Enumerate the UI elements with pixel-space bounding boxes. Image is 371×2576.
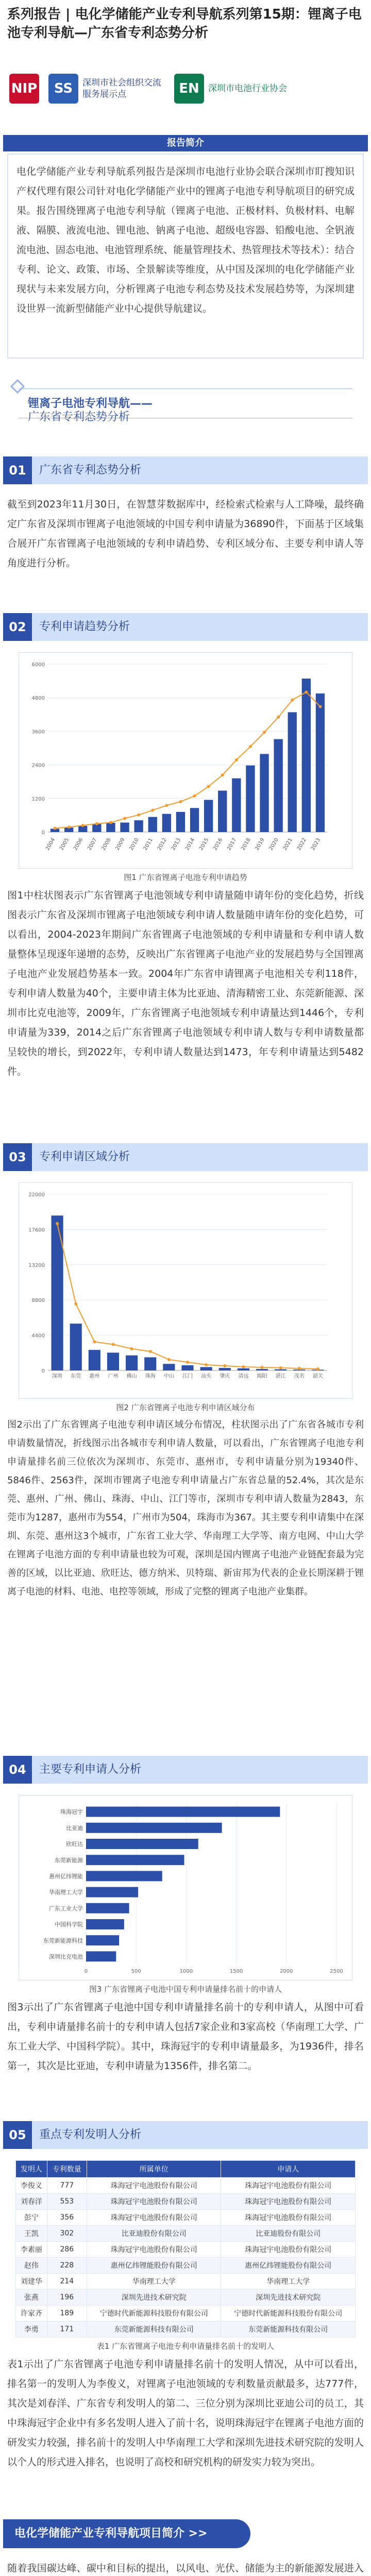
- x-tick-label: 2017: [226, 837, 238, 852]
- x-tick-label: 2021: [282, 837, 294, 852]
- table-row: [16, 2194, 356, 2210]
- x-tick-label: 2009: [114, 837, 126, 852]
- bar: [256, 1369, 268, 1370]
- bar: [86, 1855, 184, 1865]
- bar: [274, 739, 282, 832]
- section-title: 专利申请趋势分析: [39, 620, 130, 633]
- x-tick-label: 汕头: [201, 1374, 212, 1379]
- table-cell: 356: [47, 2210, 87, 2226]
- section-01-header: [3, 456, 368, 484]
- bar: [120, 823, 129, 832]
- y-tick-label: 2400: [31, 762, 45, 769]
- line-point: [151, 809, 154, 812]
- line-point: [207, 785, 210, 788]
- intro-band: 报告简介: [3, 135, 368, 151]
- section-title: 重点专利发明人分析: [39, 2128, 142, 2141]
- applicant-chart-svg: [19, 1795, 352, 1980]
- x-tick-label: 揭阳: [257, 1374, 267, 1379]
- line-point: [223, 1364, 226, 1367]
- line-point: [261, 1366, 264, 1369]
- y-tick-label: 珠海冠宇: [60, 1808, 83, 1816]
- line-point: [165, 804, 168, 807]
- x-tick-label: 2013: [170, 837, 182, 852]
- y-tick-label: 13200: [28, 1262, 45, 1268]
- article-title: 系列报告 | 电化学储能产业专利导航系列第15期：锂离子电池专利导航—广东省专利态势分析: [7, 7, 362, 41]
- section-title: 广东省专利态势分析: [39, 464, 142, 477]
- table-cell: 珠海冠宇电池股份有限公司: [221, 2178, 356, 2194]
- nip-logo-icon: NIP: [9, 74, 39, 104]
- x-tick-label: 2019: [254, 837, 266, 852]
- x-tick-label: 中山: [163, 1374, 174, 1379]
- bar: [302, 679, 311, 832]
- table-cell: 赵伟: [16, 2258, 47, 2274]
- table-cell: 东莞新能源科技有限公司: [87, 2321, 221, 2337]
- section-04-text: 图3示出了广东省锂离子电池中国专利申请量排名前十的专利申请人，从图中可看出，专利申请量排名前十的专利申请人包括7家企业和3家高校（华南理工大学、广东工业大学、中国科学院）。其中，珠海冠宇的专利申请量最多，为1936件，排名第一，其次是比亚迪，专利申请量为1356件，排名第二。: [7, 2002, 364, 2072]
- line-point: [235, 758, 238, 761]
- intro-text: 电化学储能产业专利导航系列报告是深圳市电池行业协会联合深圳市盯搜知识产权代理有限公司针对电化学储能产业中的锂离子电池专利导航项目的研究成果。报告围绕锂离子电池专利导航（锂离子电池、正极材料、负极材料、电解液、隔膜、液流电池、锂电池、钠离子电池、超级电容器、铅酸电池、全钒液流电池、固态电池、电池管理系统、能量管理技术、热管理技术等技术）：结合专利、论文、政策、市场、全景解读等维度，从中国及深圳的电化学储能产业现状与未来发展方向，分析锂离子电池专利态势及技术发展趋势等，为深圳建设世界一流新型储能产业中心提供导航建议。: [7, 154, 364, 359]
- trend-chart-caption: 图1 广东省锂离子电池专利申请趋势: [124, 873, 247, 882]
- section-number: 03: [3, 1143, 32, 1171]
- project-intro-chip: 电化学储能产业专利导航项目简介 >>: [3, 2519, 250, 2548]
- x-tick-label: 湛江: [275, 1374, 286, 1379]
- table-cell: 553: [47, 2194, 87, 2210]
- y-tick-label: 8800: [31, 1298, 45, 1304]
- y-tick-label: 深圳比克电池: [49, 1953, 83, 1960]
- bar: [162, 814, 171, 832]
- y-tick-label: 东莞新能源科技: [43, 1937, 83, 1944]
- table-cell: 214: [47, 2274, 87, 2290]
- line-point: [130, 1347, 133, 1350]
- hero-line1: 锂离子电池专利导航——: [28, 397, 153, 410]
- table-cell: 珠海冠宇电池股份有限公司: [221, 2210, 356, 2226]
- x-tick-label: 2000: [280, 1969, 293, 1974]
- table-cell: 刘建华: [16, 2274, 47, 2290]
- table-row: [16, 2290, 356, 2306]
- y-tick-label: 中国科学院: [55, 1921, 83, 1928]
- association-logo-icon: EN: [174, 74, 204, 104]
- x-tick-label: 500: [131, 1969, 141, 1974]
- x-tick-label: 2022: [296, 837, 308, 852]
- table-cell: 华南理工大学: [87, 2274, 221, 2290]
- table-cell: 王凯: [16, 2226, 47, 2242]
- section-number: 05: [3, 2121, 32, 2149]
- section-number: 01: [3, 456, 32, 484]
- bar: [86, 1807, 280, 1817]
- region-chart: [19, 1182, 352, 1399]
- table-row: [16, 2242, 356, 2258]
- logo-row: [0, 42, 371, 135]
- bar: [219, 1368, 231, 1370]
- table-cell: 张燕: [16, 2290, 47, 2306]
- y-tick-label: 22000: [28, 1192, 45, 1198]
- bar: [134, 820, 143, 832]
- line-point: [316, 1367, 319, 1370]
- x-tick-label: 2018: [240, 837, 252, 852]
- section-03-text: 图2示出了广东省锂离子电池专利申请区域分布情况，柱状图示出了广东省各城市专利申请数量情况，折线图示出各城市专利申请人数量，可以看出，广东省锂离子电池专利申请量排名前三位依次为深圳市、东莞市、惠州市，专利申请量分别为19340件、5846件、2563件，深圳市锂离子电池专利申请量占广东省总量的52.4%，其次是东莞、惠州、广州、佛山、珠海、中山、江门等市，深圳市专利申请人数量为2843，东莞市为1287，惠州市为554，广州市为504，珠海市为367。其主要专利申请集中在深圳、东莞、惠州这3个城市，广东省工业大学、华南理工大学等、南方电网、中山大学在锂离子电池方面的专利申请量也较为可观，深圳是国内锂离子电池产业链配套最为完善的区域，以比亚迪、欣旺达、德方纳米、贝特瑞、新宙邦为代表的企业长期深耕于锂离子电池的材料、电池、电控等领域，形成了完整的锂离子电池产业集群。: [7, 1419, 364, 1597]
- section-02-header: [3, 613, 368, 641]
- table-cell: 宁德时代新能源科技股份有限公司: [87, 2306, 221, 2321]
- line-point: [263, 731, 266, 734]
- table-cell: 777: [47, 2178, 87, 2194]
- bar: [246, 766, 255, 832]
- logo-exchange: [48, 74, 165, 104]
- bar: [86, 1871, 162, 1881]
- x-tick-label: 2004: [44, 837, 57, 852]
- bar: [176, 812, 185, 832]
- table-cell: 深圳先进技术研究院: [221, 2290, 356, 2306]
- x-tick-label: 2005: [58, 837, 71, 852]
- line-point: [186, 1361, 189, 1364]
- x-tick-label: 2023: [310, 837, 322, 852]
- table-cell: 196: [47, 2290, 87, 2306]
- bar: [86, 1919, 124, 1929]
- table-cell: 惠州亿纬锂能股份有限公司: [87, 2258, 221, 2274]
- trend-chart: [19, 652, 352, 869]
- table-row: [16, 2258, 356, 2274]
- line-point: [305, 690, 308, 693]
- table-row: [16, 2210, 356, 2226]
- x-tick-label: 2500: [330, 1969, 343, 1974]
- y-tick-label: 3600: [31, 729, 45, 735]
- hero-line2: 广东省专利态势分析: [28, 411, 130, 423]
- line-point: [74, 1302, 77, 1306]
- x-tick-label: 2014: [184, 837, 196, 852]
- bar: [316, 693, 325, 832]
- section-01-text: 截至到2023年11月30日，在智慧芽数据库中，经检索式检索与人工降噪，最终确定广东省及深圳市锂离子电池领域的中国专利申请量为36890件，下面基于区域集合展开广东省锂离子电池领域的专利申请趋势、专利区域分布、主要专利申请人等角度进行分析。: [7, 499, 364, 569]
- x-tick-label: 2006: [73, 837, 85, 852]
- line-point: [95, 822, 98, 825]
- y-tick-label: 0: [41, 830, 45, 836]
- line-point: [193, 794, 196, 798]
- logo-nip: [9, 74, 39, 104]
- bar: [89, 1350, 100, 1370]
- y-tick-label: 4800: [31, 696, 45, 702]
- bar: [86, 1887, 138, 1897]
- table-cell: 李勇: [16, 2321, 47, 2337]
- section-number: 02: [3, 613, 32, 641]
- table-row: [16, 2274, 356, 2290]
- section-05-text: 表1示出了广东省锂离子电池专利申请量排名前十的发明人情况，从中可以看出，排名第一的发明人为李俊义，对锂离子电池领域的专利数量贡献最多，达777件，其次是刘春洋、广东省专利发明人的第二、三位分别为深圳比亚迪公司的员工，其中珠海冠宇企业中有多名发明人进入了前十名，说明珠海冠宇在锂离子电池方面的研发实力较强，排名前十的发明人中华南理工大学和深圳先进技术研究院的发明人以个人的形式进入排名，也说明了高校和研究机构的研发实力较为突出。: [7, 2359, 364, 2468]
- y-tick-label: 17600: [28, 1227, 45, 1233]
- line-point: [81, 824, 85, 827]
- table-row: [16, 2306, 356, 2321]
- table-cell: 东莞新能源科技有限公司: [221, 2321, 356, 2337]
- line-point: [109, 821, 112, 824]
- inventor-table: [15, 2160, 356, 2337]
- inventor-table-caption: 表1 广东省锂离子电池专利申请量排名前十的发明人: [96, 2342, 275, 2351]
- section-number: 04: [3, 1756, 32, 1784]
- association-logo-text: 深圳市电池行业协会: [208, 83, 287, 94]
- table-header-cell: 申请人: [221, 2161, 356, 2178]
- x-tick-label: 惠州: [89, 1374, 100, 1379]
- table-header-row: [16, 2161, 356, 2178]
- line-point: [54, 827, 57, 830]
- section-05-header: [3, 2121, 368, 2149]
- table-cell: 珠海冠宇电池股份有限公司: [87, 2242, 221, 2258]
- bar: [106, 823, 115, 832]
- exchange-logo-icon: SS: [48, 74, 78, 104]
- line-point: [277, 716, 280, 719]
- table-cell: 许家齐: [16, 2306, 47, 2321]
- section-02-text: 图1中柱状图表示广东省锂离子电池领域专利申请量随申请年份的变化趋势，折线图表示广东省及深圳市锂离子电池领域专利申请人数量随申请年份的变化趋势，可以看出，2004-2023年期间广东省锂离子电池领域的专利申请量和专利申请人数量整体呈现逐年递增的态势，反映出广东省锂离子电池产业的发展趋势与全国锂离子电池产业发展趋势基本一致。2004年广东省申请锂离子电池相关专利118件，专利申请人数量为40个，主要申请主体为比亚迪、清海精密工业、东莞新能源、深圳市比克电池等，2009年，广东省锂离子电池领域专利申请量达到1446个，专利申请量为339，2014之后广东省锂离子电池领域专利申请人数与专利申请数量都呈较快的增长，到2022年，专利申请人数量达到1473，年专利申请量达到5482件。: [7, 890, 364, 1077]
- x-tick-label: 清远: [238, 1374, 249, 1379]
- line-point: [298, 1367, 301, 1370]
- y-tick-label: 比亚迪: [66, 1824, 83, 1832]
- bar: [232, 778, 241, 832]
- table-cell: 惠州亿纬锂能股份有限公司: [221, 2258, 356, 2274]
- section-03-header: [3, 1143, 368, 1171]
- line-point: [123, 817, 126, 820]
- y-tick-label: 东莞新能源: [55, 1857, 83, 1864]
- bar: [288, 712, 297, 832]
- x-tick-label: 茂名: [294, 1374, 305, 1379]
- y-tick-label: 欣旺达: [66, 1841, 83, 1848]
- bar: [163, 1364, 175, 1370]
- bar: [181, 1365, 193, 1370]
- bar: [86, 1839, 198, 1849]
- y-tick-label: 1200: [31, 796, 45, 802]
- table-cell: 刘春洋: [16, 2194, 47, 2210]
- line-point: [137, 814, 140, 817]
- line-point: [111, 1343, 114, 1346]
- table-cell: 彭宁: [16, 2210, 47, 2226]
- bar: [52, 1215, 63, 1370]
- line-point: [68, 825, 71, 828]
- line-point: [249, 745, 252, 748]
- table-cell: 珠海冠宇电池股份有限公司: [221, 2242, 356, 2258]
- table-cell: 宁德时代新能源科技股份有限公司: [221, 2306, 356, 2321]
- table-header-cell: 专利数量: [47, 2161, 87, 2178]
- section-title: 专利申请区域分析: [39, 1150, 130, 1163]
- table-cell: 189: [47, 2306, 87, 2321]
- x-tick-label: 2015: [198, 837, 210, 852]
- table-cell: 华南理工大学: [221, 2274, 356, 2290]
- line-point: [291, 699, 294, 702]
- table-cell: 比亚迪股份有限公司: [87, 2226, 221, 2242]
- x-tick-label: 0: [84, 1969, 88, 1974]
- bar: [107, 1352, 119, 1370]
- table-header-cell: 发明人: [16, 2161, 47, 2178]
- logo-association: [174, 74, 287, 104]
- table-cell: 珠海冠宇电池股份有限公司: [87, 2178, 221, 2194]
- region-chart-caption: 图2 广东省锂离子电池专利申请区域分布: [116, 1403, 255, 1412]
- x-tick-label: 韶关: [312, 1374, 323, 1379]
- bar: [204, 800, 213, 832]
- x-tick-label: 深圳: [52, 1374, 63, 1379]
- trend-chart-svg: [19, 653, 352, 868]
- table-cell: 李俊义: [16, 2178, 47, 2194]
- applicant-chart: [19, 1795, 352, 1980]
- bar: [260, 754, 268, 832]
- x-tick-label: 珠海: [145, 1374, 156, 1379]
- x-tick-label: 1500: [229, 1969, 243, 1974]
- x-tick-label: 2011: [142, 837, 154, 852]
- bar: [86, 1951, 116, 1961]
- table-cell: 比亚迪股份有限公司: [221, 2226, 356, 2242]
- y-tick-label: 6000: [31, 662, 45, 668]
- x-tick-label: 佛山: [126, 1374, 137, 1379]
- line-point: [205, 1363, 208, 1366]
- line-point: [149, 1350, 152, 1353]
- x-tick-label: 2010: [128, 837, 140, 852]
- y-tick-label: 华南理工大学: [49, 1889, 83, 1896]
- x-tick-label: 2012: [156, 837, 168, 852]
- bar: [148, 817, 157, 832]
- bar: [144, 1358, 156, 1370]
- bar: [86, 1903, 129, 1913]
- line-point: [179, 800, 182, 803]
- y-tick-label: 惠州亿纬锂能: [49, 1873, 83, 1880]
- table-cell: 228: [47, 2258, 87, 2274]
- bar: [238, 1368, 249, 1370]
- bar: [218, 791, 227, 832]
- line-point: [93, 1340, 96, 1343]
- y-tick-label: 0: [41, 1368, 45, 1374]
- table-header-cell: 所属单位: [87, 2161, 221, 2178]
- applicant-chart-caption: 图3 广东省锂离子电池中国专利申请量排名前十的申请人: [89, 1985, 282, 1994]
- bar: [190, 808, 199, 832]
- project-paragraph-1: 随着我国碳达峰、碳中和目标的提出，以风电、光伏、储能为主的新能源发展进入: [7, 2563, 364, 2574]
- bar: [200, 1367, 212, 1370]
- line-point: [221, 773, 224, 776]
- x-tick-label: 2016: [212, 837, 224, 852]
- bar: [126, 1355, 138, 1370]
- x-tick-label: 2007: [87, 837, 98, 852]
- bar: [86, 1935, 119, 1945]
- region-chart-svg: [19, 1183, 352, 1398]
- bar: [275, 1369, 286, 1370]
- table-cell: 珠海冠宇电池股份有限公司: [221, 2194, 356, 2210]
- table-cell: 深圳先进技术研究院: [87, 2290, 221, 2306]
- hero-banner: [3, 359, 368, 456]
- x-tick-label: 广州: [108, 1374, 119, 1379]
- x-tick-label: 江门: [182, 1374, 193, 1379]
- table-cell: 珠海冠宇电池股份有限公司: [87, 2210, 221, 2226]
- line-point: [318, 705, 322, 708]
- exchange-logo-text: 深圳市社会组织交流服务展示点: [82, 78, 161, 99]
- x-tick-label: 2008: [100, 837, 112, 852]
- line-point: [279, 1366, 282, 1369]
- x-tick-label: 东莞: [71, 1374, 81, 1379]
- x-tick-label: 1000: [179, 1969, 193, 1974]
- bar: [86, 1823, 222, 1833]
- table-row: [16, 2178, 356, 2194]
- table-cell: 珠海冠宇电池股份有限公司: [87, 2194, 221, 2210]
- section-04-header: [3, 1756, 368, 1784]
- table-cell: 171: [47, 2321, 87, 2337]
- x-tick-label: 肇庆: [220, 1374, 230, 1379]
- x-tick-label: 2020: [268, 837, 280, 852]
- section-title: 主要专利申请人分析: [39, 1763, 142, 1776]
- y-tick-label: 4400: [31, 1333, 45, 1339]
- table-cell: 302: [47, 2226, 87, 2242]
- bar: [70, 1324, 82, 1370]
- table-row: [16, 2226, 356, 2242]
- line-point: [56, 1222, 59, 1225]
- table-cell: 李素丽: [16, 2242, 47, 2258]
- line-point: [242, 1365, 245, 1368]
- table-cell: 286: [47, 2242, 87, 2258]
- series-line: [57, 1224, 318, 1369]
- y-tick-label: 广东工业大学: [49, 1905, 83, 1912]
- table-row: [16, 2321, 356, 2337]
- line-point: [167, 1358, 171, 1361]
